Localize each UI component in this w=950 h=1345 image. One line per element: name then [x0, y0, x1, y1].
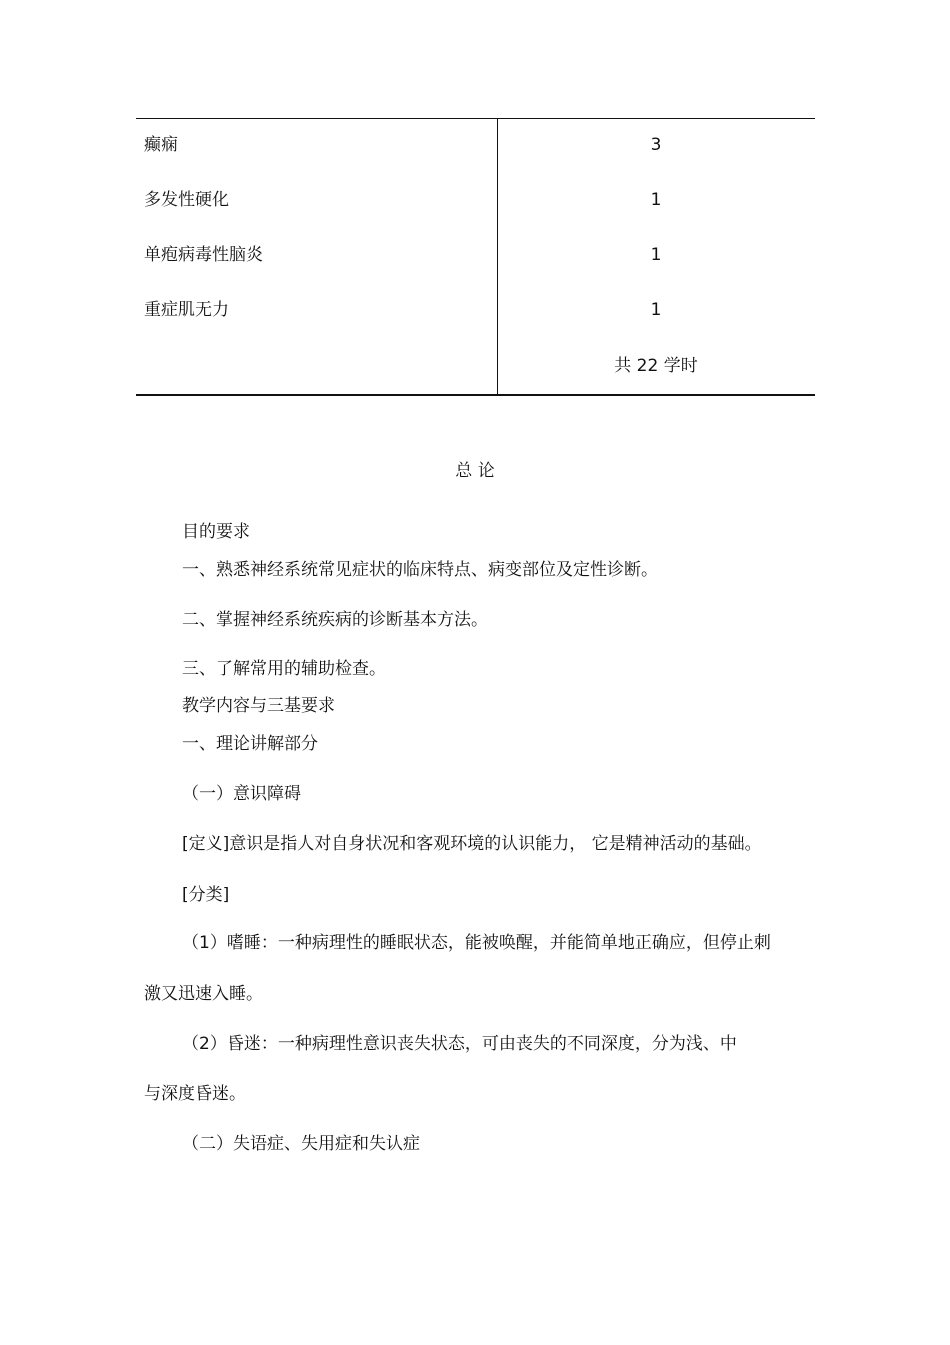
list-item-line: （1）嗜睡：一种病理性的睡眠状态，能被唤醒，并能简单地正确应，但停止刺: [182, 933, 771, 953]
definition-paragraph: [定义]意识是指人对自身状况和客观环境的认识能力， 它是精神活动的基础。: [182, 834, 762, 854]
table-row-hours: 3: [650, 135, 662, 155]
section-title: 总 论: [455, 461, 495, 481]
objectives-heading: 目的要求: [182, 522, 250, 542]
table-total-hours: 共 22 学时: [614, 356, 698, 376]
table-row-hours: 1: [650, 245, 662, 265]
objective-item: 二、掌握神经系统疾病的诊断基本方法。: [182, 610, 488, 630]
table-row-name: 重症肌无力: [144, 300, 229, 320]
list-item-line: （2）昏迷：一种病理性意识丧失状态，可由丧失的不同深度，分为浅、中: [182, 1034, 737, 1054]
list-item-line: 与深度昏迷。: [144, 1084, 246, 1104]
classification-label: [分类]: [182, 885, 230, 905]
table-row-name: 多发性硬化: [144, 190, 229, 210]
subsection-heading: （一）意识障碍: [182, 784, 301, 804]
objective-item: 三、了解常用的辅助检查。: [182, 659, 386, 679]
content-heading: 教学内容与三基要求: [182, 696, 335, 716]
table-row-name: 癫痫: [144, 135, 178, 155]
table-top-rule: [136, 118, 815, 119]
part1-heading: 一、理论讲解部分: [182, 734, 318, 754]
table-row-name: 单疱病毒性脑炎: [144, 245, 263, 265]
objective-item: 一、熟悉神经系统常见症状的临床特点、病变部位及定性诊断。: [182, 560, 658, 580]
table-row-hours: 1: [650, 300, 662, 320]
table-row-hours: 1: [650, 190, 662, 210]
list-item-line: 激又迅速入睡。: [144, 984, 263, 1004]
subsection-heading: （二）失语症、失用症和失认症: [182, 1134, 420, 1154]
table-bottom-rule: [136, 394, 815, 396]
